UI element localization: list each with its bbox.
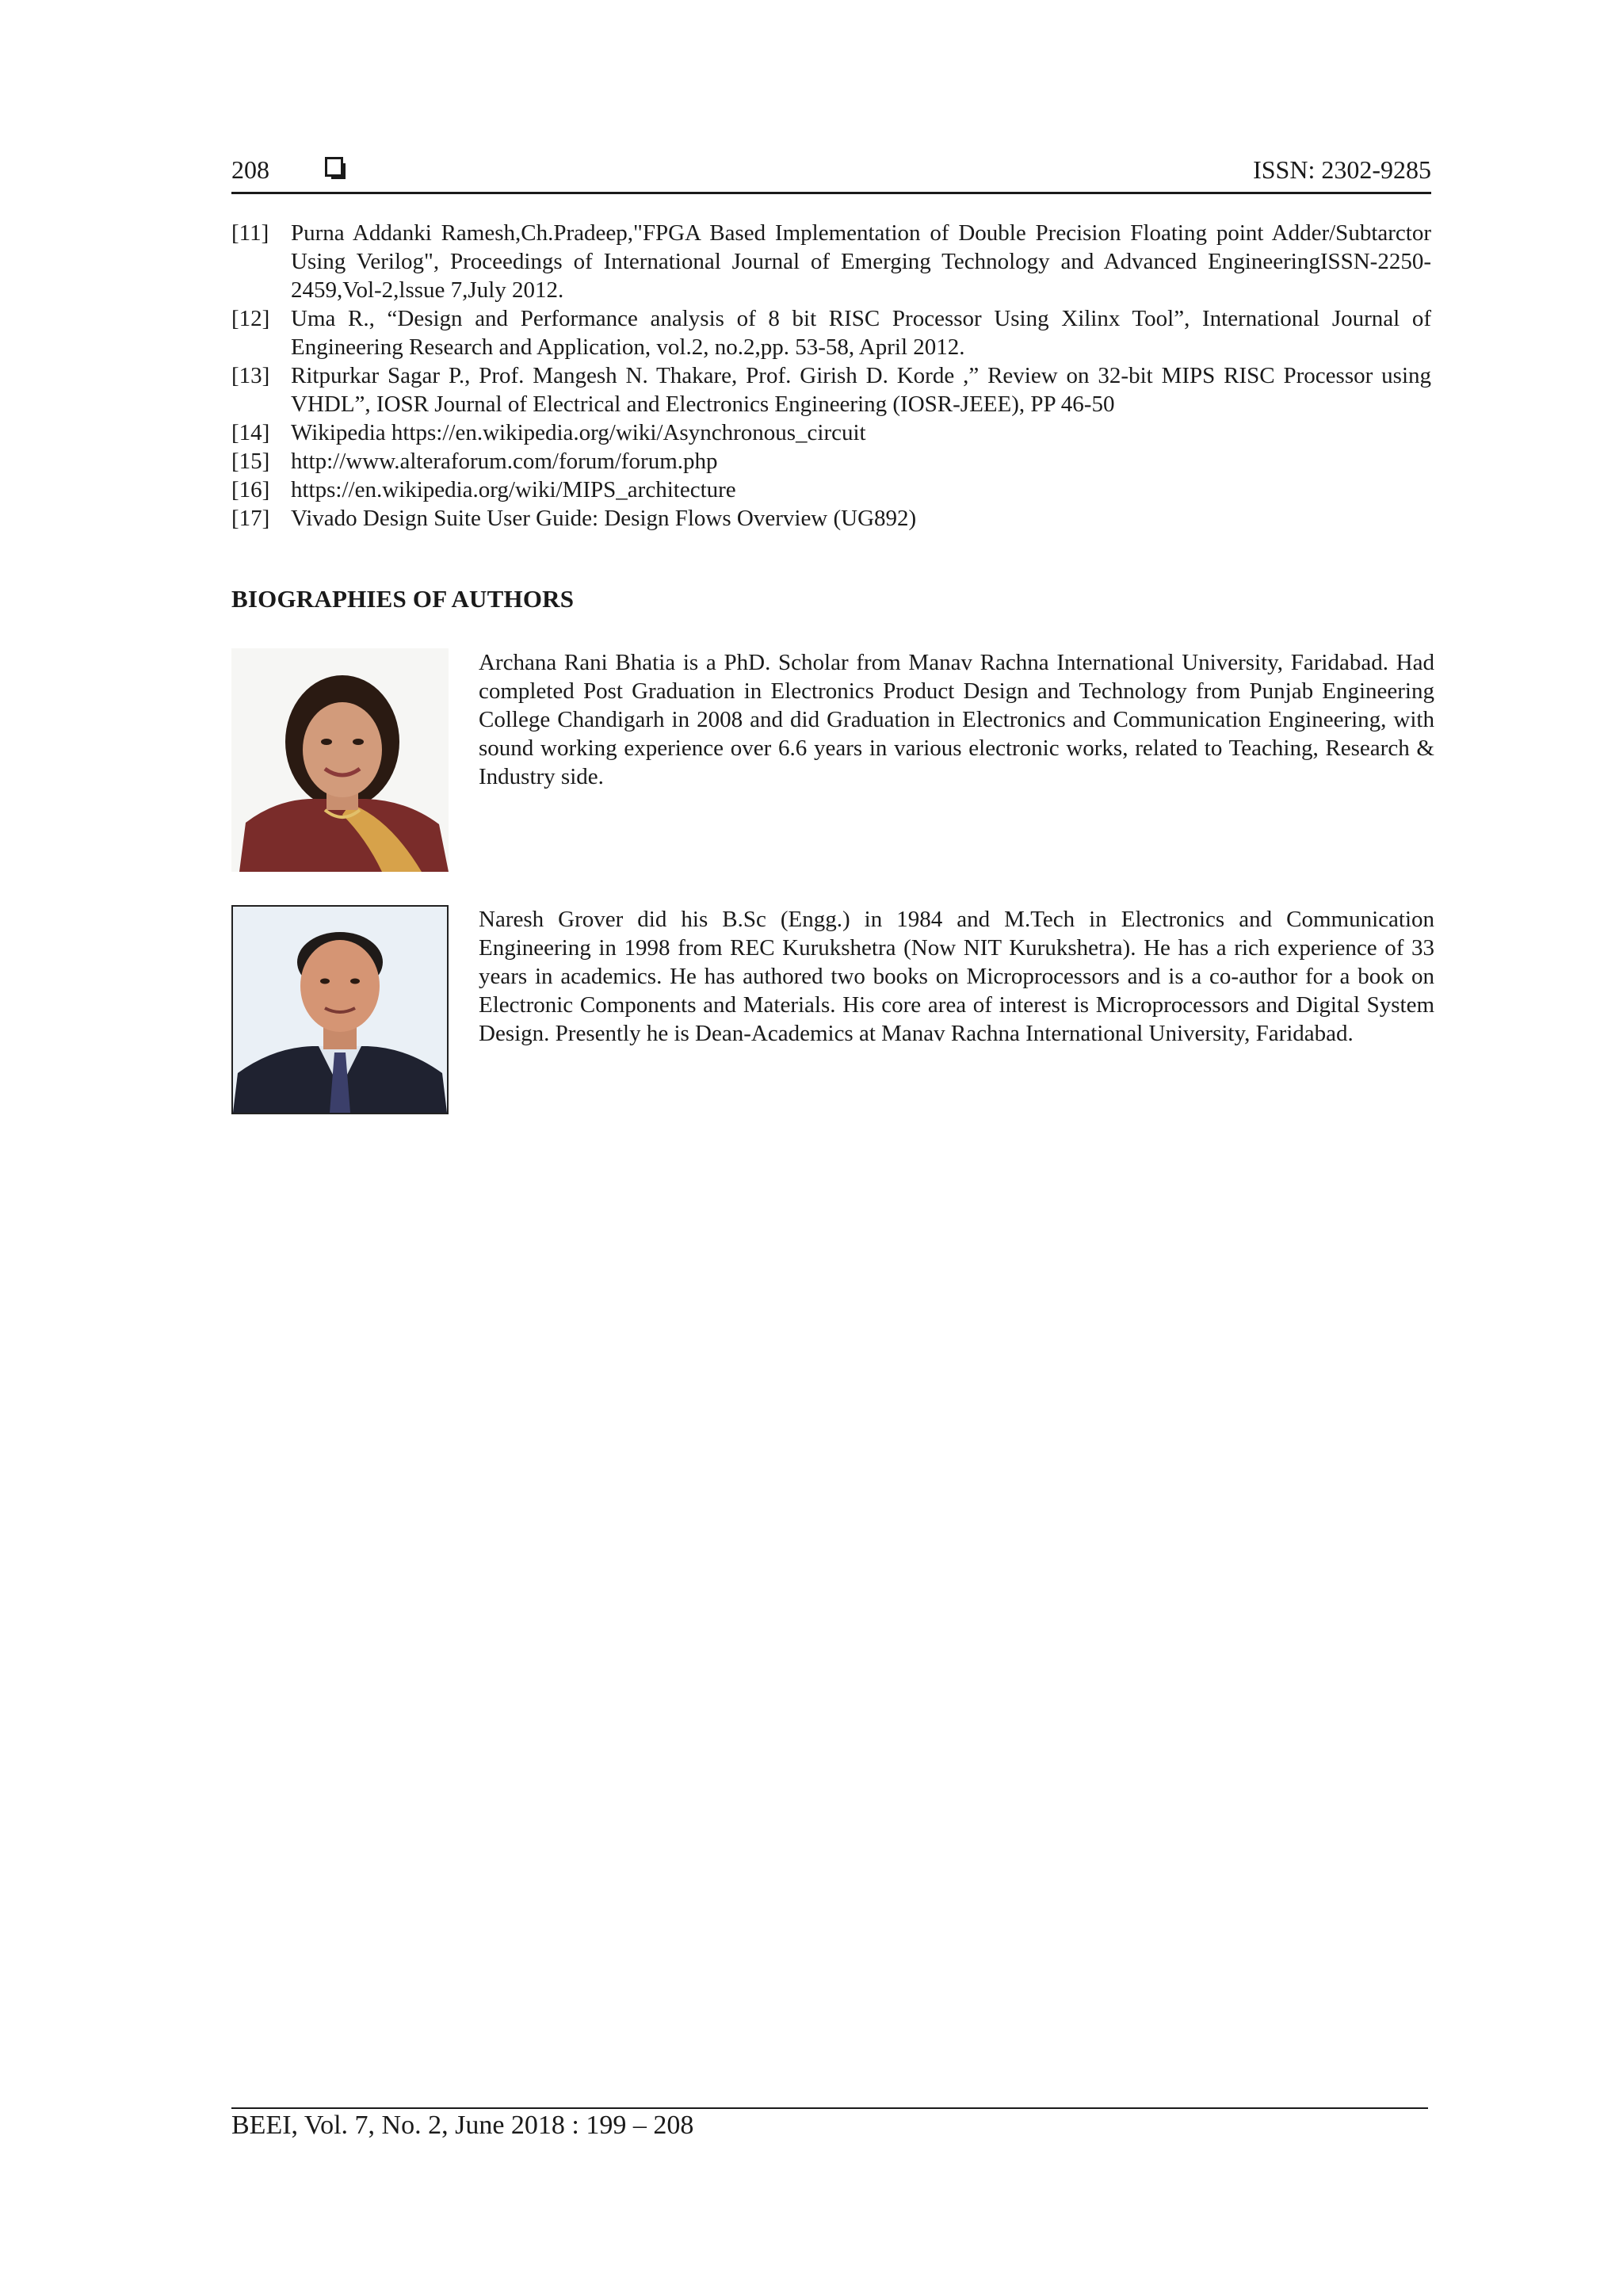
reference-text: Purna Addanki Ramesh,Ch.Pradeep,"FPGA Based Implementation of Double Precision Floating point Adder/Subtarctor Using Verilog", Proceedings of International Journal of Emerging Technology and Advanced EngineeringISSN-2250-2459,Vol-2,lssue 7,July 2012. [291, 220, 1431, 303]
reference-number: [13] [231, 363, 270, 388]
footer-rule [231, 2107, 1428, 2109]
page-number: 208 [231, 155, 269, 184]
author-photo [231, 905, 449, 1114]
page-header [231, 152, 1431, 193]
biographies-heading: BIOGRAPHIES OF AUTHORS [231, 585, 575, 613]
reference-text: Ritpurkar Sagar P., Prof. Mangesh N. Thakare, Prof. Girish D. Korde ,” Review on 32-bit MIPS RISC Processor using VHDL”, IOSR Journal of Electrical and Electronics Engineering (IOSR-JEEE), PP 46-50 [291, 363, 1431, 417]
reference-text: https://en.wikipedia.org/wiki/MIPS_architecture [291, 477, 736, 502]
reference-number: [11] [231, 220, 269, 246]
reference-list [231, 219, 1431, 533]
reference-number: [12] [231, 306, 270, 331]
reference-item [231, 504, 1431, 533]
reference-number: [14] [231, 420, 270, 445]
reference-item [231, 219, 1431, 304]
reference-text: http://www.alteraforum.com/forum/forum.php [291, 449, 718, 474]
author-biography: Archana Rani Bhatia is a PhD. Scholar from Manav Rachna International University, Faridabad. Had completed Post Graduation in Electronics Product Design and Technology from Punjab Engineering College Chandigarh in 2008 and did Graduation in Electronics and Communication Engineering, with sound working experience over 6.6 years in various electronic works, related to Teaching, Research & Industry side. [479, 650, 1434, 789]
header-rule [231, 192, 1431, 194]
author-biography: Naresh Grover did his B.Sc (Engg.) in 1984 and M.Tech in Electronics and Communication Engineering in 1998 from REC Kurukshetra (Now NIT Kurukshetra). He has a rich experience of 33 years in academics. He has authored two books on Microprocessors and is a co-author for a book on Electronic Components and Materials. His core area of interest is Microprocessors and Digital System Design. Presently he is Dean-Academics at Manav Rachna International University, Faridabad. [479, 907, 1434, 1046]
author-portrait-image [231, 648, 449, 872]
reference-item [231, 361, 1431, 418]
reference-item [231, 418, 1431, 447]
author-portrait-image [233, 907, 447, 1113]
reference-item [231, 304, 1431, 361]
reference-number: [17] [231, 506, 270, 531]
reference-text: Wikipedia https://en.wikipedia.org/wiki/Asynchronous_circuit [291, 420, 866, 445]
issn-label: ISSN: 2302-9285 [1253, 155, 1431, 184]
reference-number: [16] [231, 477, 270, 502]
author-photo [231, 648, 449, 872]
reference-item [231, 476, 1431, 504]
reference-text: Vivado Design Suite User Guide: Design Flows Overview (UG892) [291, 506, 917, 531]
reference-item [231, 447, 1431, 476]
footer-citation: BEEI, Vol. 7, No. 2, June 2018 : 199 – 208 [231, 2111, 694, 2140]
box-bullet-icon [325, 157, 347, 181]
reference-text: Uma R., “Design and Performance analysis of 8 bit RISC Processor Using Xilinx Tool”, International Journal of Engineering Research and Application, vol.2, no.2,pp. 53-58, April 2012. [291, 306, 1431, 360]
reference-number: [15] [231, 449, 270, 474]
